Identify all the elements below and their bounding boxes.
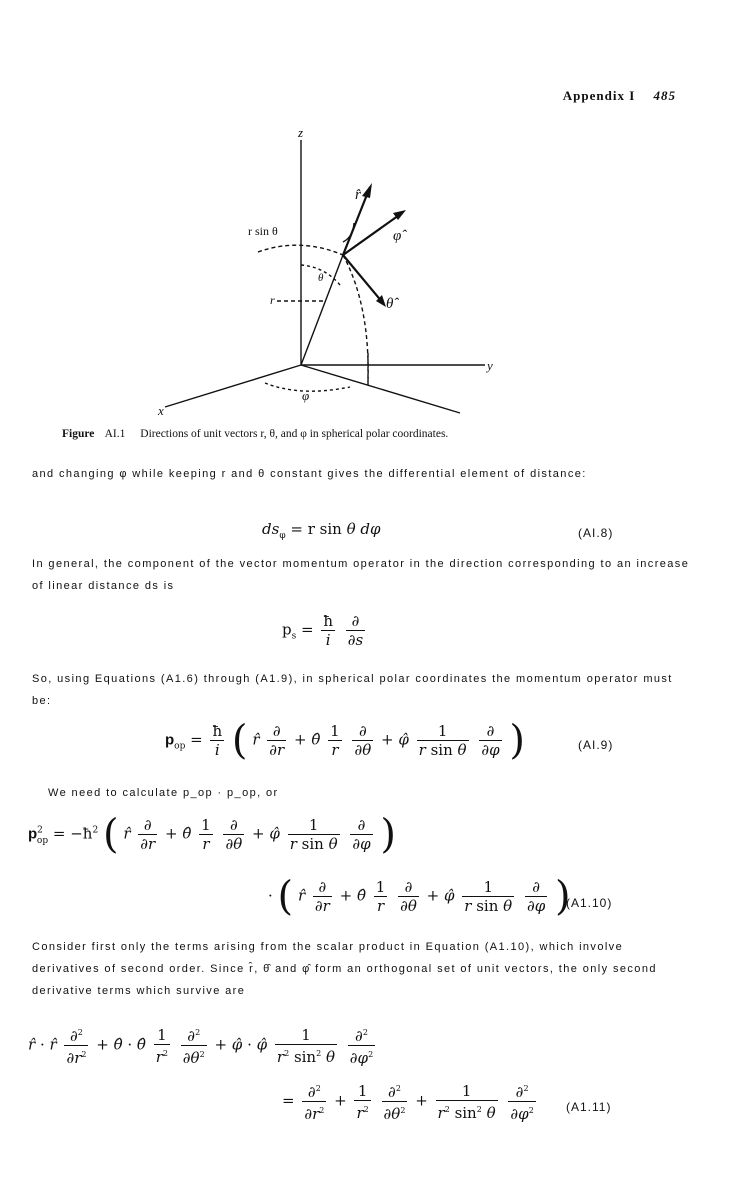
paragraph-1: and changing φ while keeping r and θ constant gives the differential element of distance: xyxy=(32,468,587,480)
label-z: z xyxy=(298,125,304,140)
running-title: Appendix I xyxy=(562,88,636,103)
equation-number-a1-8: (AI.8) xyxy=(578,526,614,540)
theta-hat-vector xyxy=(343,255,383,303)
label-r-sin-theta: r sin θ xyxy=(248,224,278,238)
paragraph-4-text: We need to calculate p_op · p_op, or xyxy=(48,787,279,799)
caption-text: Directions of unit vectors r, θ, and φ in spherical polar coordinates. xyxy=(140,428,449,440)
paragraph-5: Consider first only the terms arising from the scalar product in Equation (A1.10), which involve derivatives of second order. Since r̂, θ̂ and φ̂ form an orthogonal set of unit vectors, the only second derivative terms which survive are xyxy=(32,941,657,997)
theta-arc xyxy=(343,255,368,381)
label-r-hat: r̂ xyxy=(355,187,361,203)
equation-a1-11-line-1: r̂ · r̂ $\frac{\partial^2}{\partial r^2}$ + θ̂ · θ̂ $\frac{1}{r^2}$ $\frac{\partial^2}{\partial\theta^2}$ + φ̂ · φ̂ $\frac{1}{r^2 \sin^2 \theta}$ $\frac{\partial^2}{\partial\varphi^2}$ xyxy=(28,1025,374,1067)
equation-a1-10-line-1: $p^2_{op}$ = $-ħ^2$ ( r̂ $\frac{\partial}{\partial r}$ + θ̂ $\frac{1}{r}$ $\frac{\partial}{\partial\theta}$ + φ̂ $\frac{1}{\text{r sin θ}}$ $\frac{\partial}{\partial\varphi}$ ) xyxy=(28,811,397,858)
equation-a1-11-line-2: = $\frac{\partial^2}{\partial r^2}$ + $\frac{1}{r^2}$ $\frac{\partial^2}{\partial\theta^2}$ + $\frac{1}{r^2 \sin^2 \theta}$ $\frac{\partial^2}{\partial\varphi^2}$ xyxy=(282,1081,534,1123)
caption-label: Figure xyxy=(62,428,95,440)
equation-a1-10-line-2: · ( r̂ $\frac{\partial}{\partial r}$ + θ̂ $\frac{1}{r}$ $\frac{\partial}{\partial\theta}$ + φ̂ $\frac{1}{\text{r sin θ}}$ $\frac{\partial}{\partial\varphi}$ ) xyxy=(268,873,571,920)
equation-a1-8: $ds_\varphi = r$ sin θ dφ xyxy=(262,520,381,541)
equation-number-a1-9: (AI.9) xyxy=(578,738,614,752)
paragraph-4 xyxy=(48,782,648,804)
label-phi: φ xyxy=(302,388,310,403)
label-y: y xyxy=(487,358,493,373)
running-header xyxy=(563,88,676,104)
caption-number: AI.1 xyxy=(104,428,126,440)
paragraph-2: In general, the component of the vector momentum operator in the direction corresponding to an increase of linear distance ds is xyxy=(32,558,690,592)
page-number: 485 xyxy=(653,88,676,103)
equation-ps: $p_s$ = $\frac{ħ}{i}$ $\frac{\partial}{\partial s}$ xyxy=(282,612,364,649)
equation-number-a1-11: (A1.11) xyxy=(566,1100,612,1114)
paragraph-3: So, using Equations (A1.6) through (A1.9), in spherical polar coordinates the momentum operator must be: xyxy=(32,673,673,707)
projection-line xyxy=(301,365,460,413)
label-r: r xyxy=(270,293,275,307)
label-phi-hat: φ̂ xyxy=(393,228,402,244)
spherical-coordinates-figure xyxy=(150,125,510,420)
label-x: x xyxy=(158,403,164,418)
x-axis xyxy=(165,365,301,407)
label-theta: θ xyxy=(318,272,324,284)
equation-number-a1-10: (A1.10) xyxy=(566,896,613,910)
figure-caption xyxy=(62,428,448,440)
r-hat-arrowhead xyxy=(362,183,372,198)
equation-a1-9: $p_{op}$ = $\frac{ħ}{i}$ ( r̂ $\frac{\partial}{\partial r}$ + θ̂ $\frac{1}{r}$ $\frac{\partial}{\partial\theta}$ + φ̂ $\frac{1}{\text{r sin θ}}$ $\frac{\partial}{\partial\varphi}$ ) xyxy=(165,717,525,764)
label-theta-hat: θ̂ xyxy=(386,296,394,312)
